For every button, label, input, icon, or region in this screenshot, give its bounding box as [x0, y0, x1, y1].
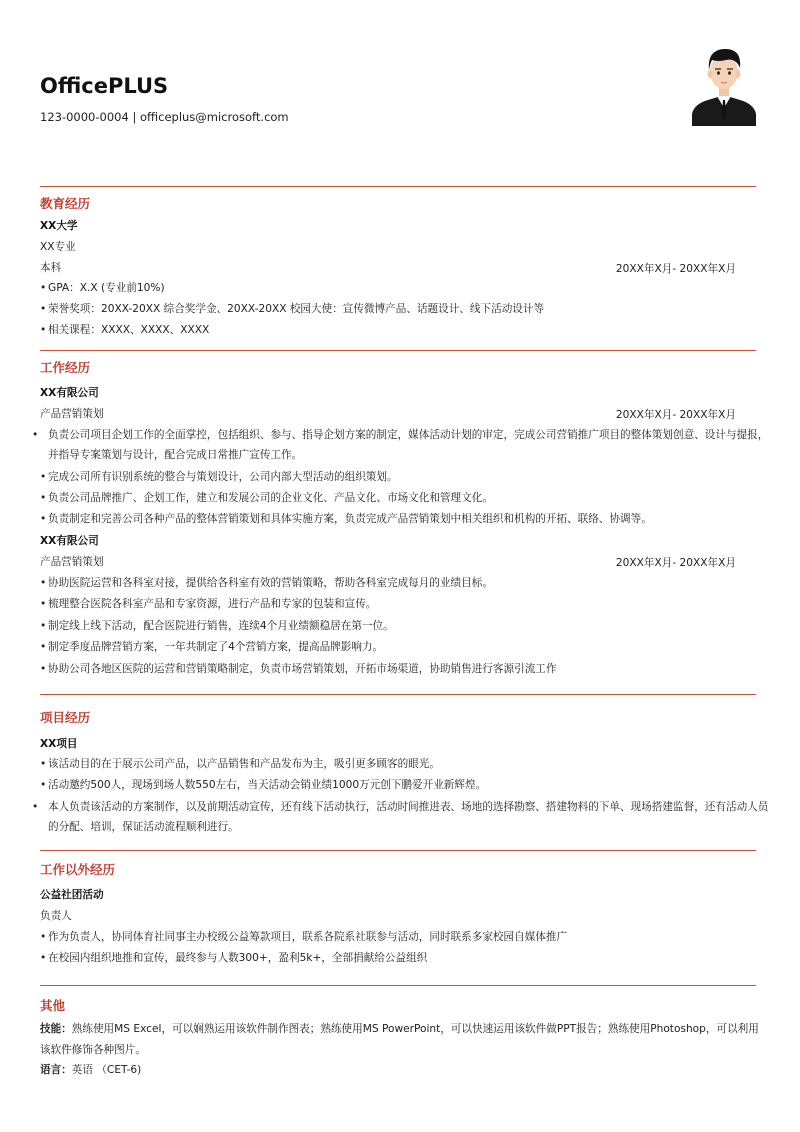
list-item: • 在校园内组织地推和宣传，最终参与人数300+，盈利5k+，全部捐献给公益组织	[40, 952, 428, 964]
job-role: 产品营销策划	[40, 556, 104, 568]
list-item: • GPA：X.X (专业前10%)	[40, 282, 165, 294]
project-title: 项目经历	[40, 710, 91, 725]
list-item: • 协助医院运营和各科室对接，提供给各科室有效的营销策略，帮助各科室完成每月的业绩目标。	[40, 577, 493, 589]
list-item: • 负责公司品牌推广、企划工作，建立和发展公司的企业文化、产品文化、市场文化和管理文化。	[40, 492, 493, 504]
list-item: • 相关课程：XXXX、XXXX、XXXX	[40, 324, 210, 336]
list-item: • 活动邀约500人，现场到场人数550左右，当天活动会销业绩1000万元创下鹏爱开业新辉煌。	[40, 779, 487, 791]
education-title: 教育经历	[40, 196, 91, 211]
section-divider	[40, 350, 756, 351]
skills-text: 技能：熟练使用MS Excel，可以娴熟运用该软件制作图表；熟练使用MS PowerPoint，可以快速运用该软件做PPT报告；熟练使用Photoshop，可以利用该软件修饰各种图片。	[40, 1023, 759, 1056]
activity-role: 负责人	[40, 910, 72, 922]
list-item: • 本人负责该活动的方案制作，以及前期活动宣传，还有线下活动执行，活动时间推进表、场地的选择勘察、搭建物料的下单、现场搭建监督，还有活动人员的分配、培训，保证活动流程顺利进行。	[32, 801, 769, 833]
list-item: • 作为负责人，协同体育社同事主办校级公益筹款项目，联系各院系社联参与活动，同时联系多家校园自媒体推广	[40, 931, 568, 943]
job-date: 20XX年X月- 20XX年X月	[615, 557, 736, 569]
list-item: • 梳理整合医院各科室产品和专家资源，进行产品和专家的包装和宣传。	[40, 598, 377, 610]
avatar	[692, 44, 756, 126]
section-divider	[40, 985, 756, 986]
job-role: 产品营销策划	[40, 408, 104, 420]
section-divider	[40, 186, 756, 187]
list-item: • 负责制定和完善公司各种产品的整体营销策划和具体实施方案，负责完成产品营销策划中相关组织和机构的开拓、联络、协调等。	[40, 513, 652, 525]
degree: 本科	[40, 262, 62, 274]
candidate-name: OfficePLUS	[40, 74, 169, 98]
work-title: 工作经历	[40, 360, 91, 375]
extra-title: 工作以外经历	[40, 862, 116, 877]
section-divider	[40, 694, 756, 695]
list-item: • 协助公司各地区医院的运营和营销策略制定，负责市场营销策划，开拓市场渠道，协助销售进行客源引流工作	[40, 663, 557, 675]
list-item: • 负责公司项目企划工作的全面掌控，包括组织、参与、指导企划方案的制定，媒体活动计划的审定，完成公司营销推广项目的整体策划创意、设计与提报，并指导专案策划与设计，配合完成日常推广宣传工作。	[32, 429, 769, 461]
job-date: 20XX年X月- 20XX年X月	[615, 409, 736, 421]
company-name: XX有限公司	[40, 535, 99, 547]
list-item: • 制定季度品牌营销方案，一年共制定了4个营销方案，提高品牌影响力。	[40, 641, 384, 653]
list-item: • 荣誉奖项：20XX-20XX 综合奖学金、20XX-20XX 校园大使：宣传微博产品、话题设计、线下活动设计等	[40, 303, 545, 315]
school-name: XX大学	[40, 220, 78, 232]
language-text: 语言：英语 （CET-6)	[40, 1064, 142, 1076]
list-item: • 完成公司所有识别系统的整合与策划设计，公司内部大型活动的组织策划。	[40, 471, 398, 483]
activity-name: 公益社团活动	[40, 889, 104, 901]
project-name: XX项目	[40, 738, 78, 750]
section-divider	[40, 850, 756, 851]
education-date: 20XX年X月- 20XX年X月	[615, 263, 736, 275]
list-item: • 该活动目的在于展示公司产品，以产品销售和产品发布为主，吸引更多顾客的眼光。	[40, 758, 440, 770]
contact-info: 123-0000-0004 | officeplus@microsoft.com	[40, 110, 289, 124]
major: XX专业	[40, 241, 76, 253]
company-name: XX有限公司	[40, 387, 99, 399]
other-title: 其他	[40, 998, 66, 1013]
list-item: • 制定线上线下活动，配合医院进行销售，连续4个月业绩额稳居在第一位。	[40, 620, 394, 632]
